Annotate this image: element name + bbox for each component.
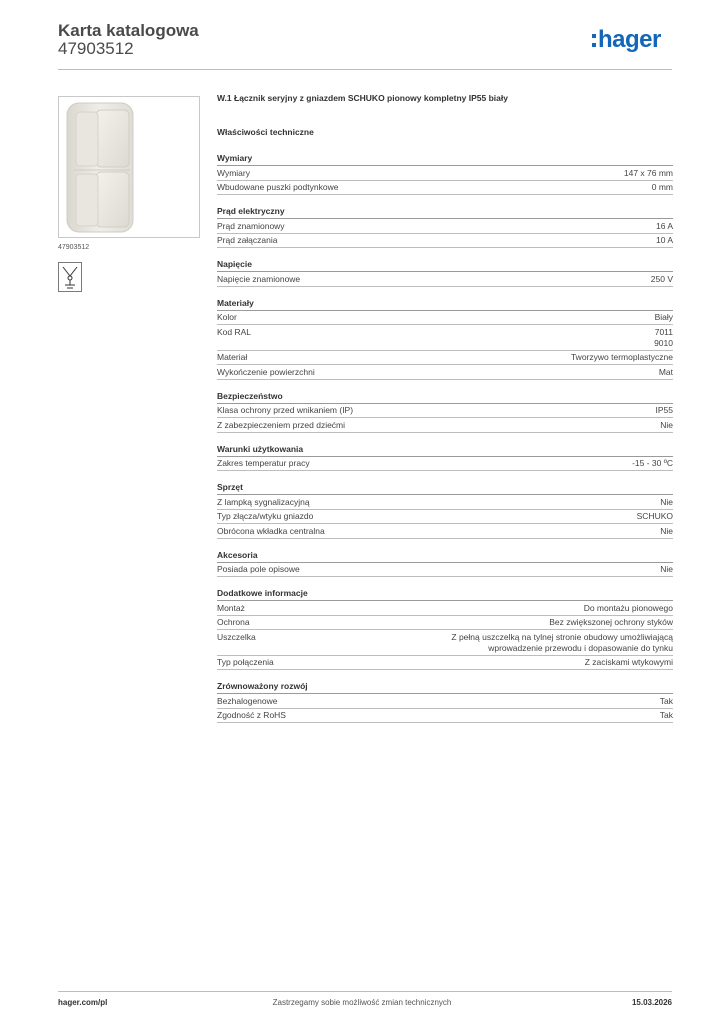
property-value: Tak xyxy=(659,710,673,720)
property-key: Klasa ochrony przed wnikaniem (IP) xyxy=(217,405,354,415)
property-group xyxy=(217,587,673,670)
property-row xyxy=(217,510,673,525)
property-row xyxy=(217,272,673,287)
header-divider xyxy=(58,69,672,70)
property-key: Ochrona xyxy=(217,617,250,627)
property-row xyxy=(217,495,673,510)
image-code-label: 47903512 xyxy=(58,244,90,251)
property-row xyxy=(217,311,673,326)
property-key: Uszczelka xyxy=(217,631,256,642)
property-group xyxy=(217,680,673,723)
group-title: Materiały xyxy=(217,297,673,311)
property-key: Prąd załączania xyxy=(217,235,278,245)
property-key: Materiał xyxy=(217,352,248,362)
property-key: Prąd znamionowy xyxy=(217,220,285,231)
property-group xyxy=(217,297,673,380)
property-row xyxy=(217,404,673,419)
property-row xyxy=(217,457,673,472)
property-row xyxy=(217,709,673,724)
footer-divider xyxy=(58,991,672,992)
group-title: Dodatkowe informacje xyxy=(217,587,673,601)
property-row xyxy=(217,418,673,433)
property-value: Nie xyxy=(660,525,673,536)
property-group xyxy=(217,481,673,539)
group-title: Akcesoria xyxy=(217,549,673,563)
property-key: Typ złącza/wtyku gniazdo xyxy=(217,511,314,521)
hager-logo xyxy=(592,28,674,56)
document-code: 47903512 xyxy=(58,39,134,58)
logo-text: hager xyxy=(598,26,661,53)
property-row xyxy=(217,166,673,181)
group-title: Napięcie xyxy=(217,258,673,272)
group-title: Prąd elektryczny xyxy=(217,205,673,219)
property-value: 0 mm xyxy=(651,182,673,192)
property-groups xyxy=(217,152,673,723)
product-photo xyxy=(58,96,200,238)
property-value: 16 A xyxy=(655,220,673,231)
property-row xyxy=(217,601,673,616)
property-key: Posiada pole opisowe xyxy=(217,564,300,574)
property-key: Montaż xyxy=(217,602,245,613)
property-row xyxy=(217,616,673,631)
property-value: Tworzywo termoplastyczne xyxy=(570,352,673,362)
property-key: Z zabezpieczeniem przed dziećmi xyxy=(217,419,346,430)
property-value: Nie xyxy=(660,496,673,507)
property-value: Biały xyxy=(654,312,673,322)
property-row xyxy=(217,351,673,366)
footer-date: 15.03.2026 xyxy=(631,998,672,1007)
property-row xyxy=(217,325,673,351)
property-key: Obrócona wkładka centralna xyxy=(217,525,325,536)
property-key: Kod RAL xyxy=(217,326,252,337)
property-value: Mat xyxy=(658,366,673,377)
property-row xyxy=(217,234,673,249)
property-value: Z zaciskami wtykowymi xyxy=(584,657,673,667)
document-title: Karta katalogowa xyxy=(58,21,199,40)
property-value: 10 A xyxy=(655,235,673,245)
socket-switch-icon xyxy=(66,102,135,233)
property-row xyxy=(217,181,673,196)
group-title: Bezpieczeństwo xyxy=(217,390,673,404)
property-key: Zakres temperatur pracy xyxy=(217,458,310,468)
property-group xyxy=(217,390,673,433)
group-title: Warunki użytkowania xyxy=(217,443,673,457)
property-row xyxy=(217,630,673,656)
property-key: Wymiary xyxy=(217,167,250,178)
property-row xyxy=(217,219,673,234)
property-group xyxy=(217,205,673,248)
property-group xyxy=(217,549,673,578)
property-value: 147 x 76 mm xyxy=(623,167,673,178)
technical-properties-title: Właściwości techniczne xyxy=(217,127,314,137)
property-value: SCHUKO xyxy=(636,511,673,521)
property-key: Typ połączenia xyxy=(217,657,274,667)
property-row xyxy=(217,365,673,380)
property-value: Bez zwiększonej ochrony styków xyxy=(549,617,673,627)
group-title: Sprzęt xyxy=(217,481,673,495)
property-group xyxy=(217,443,673,472)
logo-dots-icon xyxy=(592,34,596,52)
property-key: Zgodność z RoHS xyxy=(217,710,286,720)
property-row xyxy=(217,563,673,578)
switch-symbol-icon xyxy=(58,262,82,292)
product-name: W.1 Łącznik seryjny z gniazdem SCHUKO pionowy kompletny IP55 biały xyxy=(217,93,508,103)
property-value: Tak xyxy=(659,695,673,706)
property-group xyxy=(217,258,673,287)
property-key: Napięcie znamionowe xyxy=(217,273,301,284)
property-key: Z lampką sygnalizacyjną xyxy=(217,496,310,507)
property-value: IP55 xyxy=(655,405,673,415)
property-value: Nie xyxy=(660,564,673,574)
property-key: Wbudowane puszki podtynkowe xyxy=(217,182,339,192)
property-value: Z pełną uszczelką na tylnej stronie obudowy umożliwiającą wprowadzenie przewodu i dopasowanie do tynku xyxy=(451,631,673,653)
product-details xyxy=(217,92,673,733)
property-value: 250 V xyxy=(650,273,673,284)
property-key: Bezhalogenowe xyxy=(217,695,278,706)
property-value: Do montażu pionowego xyxy=(583,602,673,613)
group-title: Wymiary xyxy=(217,152,673,166)
property-row xyxy=(217,694,673,709)
property-value: Nie xyxy=(660,419,673,430)
property-value: 7011 9010 xyxy=(654,326,673,348)
property-row xyxy=(217,524,673,539)
property-group xyxy=(217,152,673,195)
property-row xyxy=(217,656,673,671)
footer-website[interactable]: hager.com/pl xyxy=(58,998,108,1007)
footer-disclaimer: Zastrzegamy sobie możliwość zmian technicznych xyxy=(272,998,452,1007)
property-key: Wykończenie powierzchni xyxy=(217,366,315,377)
property-key: Kolor xyxy=(217,312,237,322)
property-value: -15 - 30 ºC xyxy=(632,458,673,468)
group-title: Zrównoważony rozwój xyxy=(217,680,673,694)
